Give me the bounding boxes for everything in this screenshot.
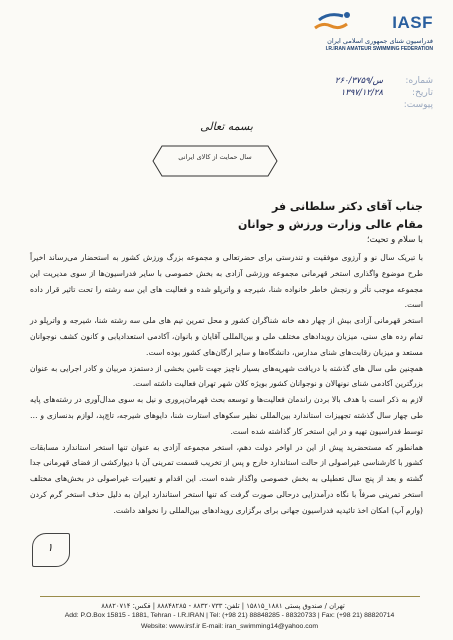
- paragraph: همانطور که مستحضرید پیش از این در اواخر دولت دهم، استخر مجموعه آزادی به عنوان تنها استخر استاندارد مسابقات کشور با کارشناسی غیراصولی از حالت استاندارد خارج و پس از تخریب قسمت تمرینی آن با دیوارکشی از فضای قهرمانی جدا گشته و بعد از پنج سال تعطیلی به بخش خصوصی واگذار شده است. این اقدام و تغییرات غیراصولی در بخش‌های مختلف استخر تمرینی صرفاً با نگاه درآمدزایی درحالی صورت گرفت که تنها استخر استاندارد ایران به دلیل حذف استخر گرم کردن (وارم آپ) امکان اخذ تائیدیه فدراسیون جهانی برای برگزاری رویدادهای بین‌المللی را نخواهد داشت.: [30, 442, 423, 515]
- number-value: ۲۶۰/۳۷۵۹/س: [334, 76, 383, 86]
- salutation: با سلام و تحیت؛: [366, 235, 423, 245]
- number-label: شماره:: [405, 76, 433, 86]
- motto-hexagon-frame: [152, 145, 278, 177]
- addressee: [238, 198, 423, 234]
- meta-date-row: [308, 88, 433, 100]
- org-name-fa: فدراسیون شنای جمهوری اسلامی ایران: [327, 37, 433, 45]
- bismillah-heading: بسمه تعالی: [200, 120, 253, 133]
- meta-number-row: [308, 76, 433, 88]
- footer-divider: [40, 596, 420, 597]
- date-label: تاریخ:: [412, 88, 433, 98]
- letter-meta: [308, 76, 433, 112]
- attachment-label: پیوست:: [403, 100, 433, 110]
- org-name-en: I.R.IRAN AMATEUR SWIMMING FEDERATION: [325, 46, 433, 52]
- year-motto: سال حمایت از کالای ایرانی: [178, 153, 252, 161]
- paragraph: با تبریک سال نو و آرزوی موفقیت و تندرستی برای حضرتعالی و مجموعه بزرگ ورزش کشور به استحضار می‌رساند اخیراً طرح موضوع واگذاری استخر قهرمانی مجموعه ورزشی آزادی به بخش خصوصی با سایر فدراسیون‌ها از سوی مدیریت این مجموعه موجب تأثر و رنجش خاطر خانواده شنا، شیرجه و واترپلو شده و فعالیت های این سه رشته را تحت تاثیر قرار داده است.: [30, 253, 423, 310]
- paragraph: همچنین طی سال های گذشته با دریافت شهریه‌های بسیار ناچیز جهت تامین بخشی از دستمزد مربیان و کادر اجرایی به عنوان بزرگترین آکادمی شنای نونهالان و نوجوانان کشور بویژه کلان شهر تهران فعالیت داشته است.: [30, 363, 423, 389]
- logo-name: IASF: [392, 13, 433, 32]
- addressee-title: مقام عالی وزارت ورزش و جوانان: [237, 218, 423, 231]
- swimmer-logo-icon: [313, 8, 353, 34]
- addressee-name: جناب آقای دکتر سلطانی فر: [272, 200, 423, 213]
- meta-attachment-row: [308, 100, 433, 112]
- footer-address-en: Add: P.O.Box 15815 - 1881, Tehran - I.R.IRAN | Tel: (+98 21) 88848285 - 88320733 | Fax: (+98 21) 88820714: [64, 612, 395, 619]
- date-value: ۱۳۹۷/۱۲/۲۸: [340, 88, 383, 98]
- paragraph: لازم به ذکر است با هدف بالا بردن راندمان فعالیت‌ها و توسعه بحث قهرمان‌پروری و نیل به سوی مدال‌آوری در رشته‌های پایه طی چهار سال گذشته تجهیزات استاندارد بین‌المللی نظیر سکوهای استارت شنا، دایوهای شیرجه، تاچ‌پد، لوازم بدنسازی و … توسط فدراسیون تهیه و در این استخر کار گذاشته شده است.: [30, 395, 423, 436]
- footer-web: Website: www.irsf.ir E-mail: iran_swimming14@yahoo.com: [140, 623, 319, 630]
- footer-address-fa: تهران / صندوق پستی ۱۸۸۱_۱۵۸۱۵ | تلفن: ۸۸۳۲۰۷۳۳ - ۸۸۸۴۸۲۸۵ | فکس: ۸۸۸۲۰۷۱۴: [101, 602, 345, 610]
- page-number: ۱: [47, 541, 53, 554]
- paragraph: استخر قهرمانی آزادی بیش از چهار دهه خانه شناگران کشور و محل تمرین تیم های ملی سه رشته شنا، شیرجه و واترپلو در تمام رده های سنی، میزبان رویدادهای مختلف ملی و بین‌المللی آقایان و بانوان، آکادمی استعدادیابی و کانون کشف نوجوانان مستعد و میزبان رقابت‌های شنای مدارس، دانشگاه‌ها و سایر ارگان‌های کشور بوده است.: [30, 316, 423, 357]
- letter-body: [30, 250, 423, 519]
